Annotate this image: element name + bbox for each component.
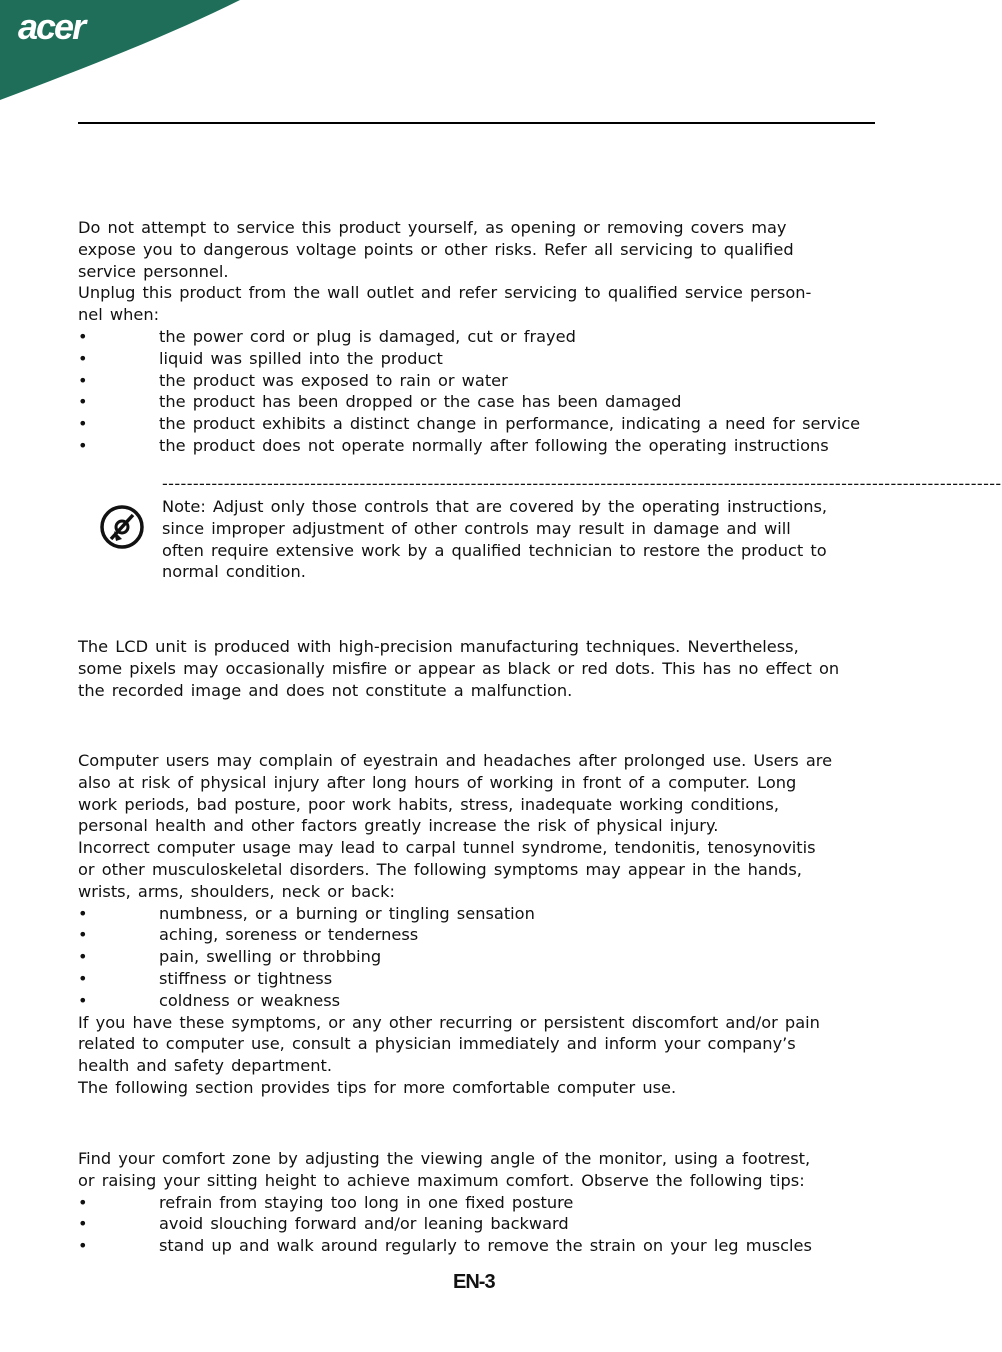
bullet-dot: • bbox=[78, 435, 88, 455]
bullet-dot: • bbox=[78, 348, 88, 368]
header-rule bbox=[78, 122, 875, 124]
list-item bbox=[78, 924, 878, 946]
bullet-dot: • bbox=[78, 968, 88, 988]
paragraph-line: related to computer use, consult a physician immediately and inform your company’s bbox=[78, 1034, 796, 1054]
list-item-text: pain, swelling or throbbing bbox=[159, 947, 382, 967]
list-item-text: the product does not operate normally after following the operating instructions bbox=[159, 435, 829, 455]
paragraph-line: wrists, arms, shoulders, neck or back: bbox=[78, 881, 395, 901]
note-line: since improper adjustment of other controls may result in damage and will bbox=[162, 518, 791, 538]
paragraph-line: personal health and other factors greatly increase the risk of physical injury. bbox=[78, 816, 719, 836]
paragraph-line: Find your comfort zone by adjusting the viewing angle of the monitor, using a footrest, bbox=[78, 1149, 811, 1168]
list-item bbox=[78, 1192, 878, 1214]
note-divider: ---------------------------------------------------------------------------------------------------------------------------------------- bbox=[162, 474, 1002, 493]
paragraph-line: Computer users may complain of eyestrain and headaches after prolonged use. Users are bbox=[78, 751, 833, 770]
list-item-text: avoid slouching forward and/or leaning backward bbox=[159, 1214, 569, 1234]
list-item-text: refrain from staying too long in one fixed posture bbox=[159, 1192, 574, 1212]
paragraph-line: Do not attempt to service this product yourself, as opening or removing covers may bbox=[78, 218, 787, 237]
list-item-text: the power cord or plug is damaged, cut or frayed bbox=[159, 326, 576, 346]
paragraph-line: some pixels may occasionally misfire or appear as black or red dots. This has no effect on bbox=[78, 658, 840, 678]
paragraph-line: Incorrect computer usage may lead to carpal tunnel syndrome, tendonitis, tenosynovitis bbox=[78, 838, 816, 858]
comfort-section bbox=[78, 1148, 878, 1257]
lcd-section bbox=[78, 636, 878, 701]
list-item-text: the product exhibits a distinct change in performance, indicating a need for service bbox=[159, 414, 861, 434]
paragraph-line: nel when: bbox=[78, 305, 160, 325]
list-item bbox=[78, 348, 878, 370]
paragraph-line: health and safety department. bbox=[78, 1056, 332, 1076]
header-band bbox=[0, 0, 954, 110]
list-item bbox=[78, 990, 878, 1012]
bullet-dot: • bbox=[78, 326, 88, 346]
list-item-text: numbness, or a burning or tingling sensation bbox=[159, 903, 535, 923]
list-item bbox=[78, 435, 878, 457]
list-item-text: coldness or weakness bbox=[159, 990, 341, 1010]
list-item bbox=[78, 946, 878, 968]
paragraph-line: The following section provides tips for more comfortable computer use. bbox=[78, 1077, 677, 1097]
paragraph-line: work periods, bad posture, poor work habits, stress, inadequate working conditions, bbox=[78, 794, 780, 814]
bullet-dot: • bbox=[78, 925, 88, 945]
bullet-dot: • bbox=[78, 370, 88, 390]
paragraph-line: or raising your sitting height to achieve maximum comfort. Observe the following tips: bbox=[78, 1170, 805, 1190]
bullet-dot: • bbox=[78, 1192, 88, 1212]
list-item bbox=[78, 903, 878, 925]
list-item bbox=[78, 1213, 878, 1235]
bullet-dot: • bbox=[78, 414, 88, 434]
paragraph-line: or other musculoskeletal disorders. The following symptoms may appear in the hands, bbox=[78, 859, 802, 879]
bullet-dot: • bbox=[78, 1236, 88, 1256]
bullet-dot: • bbox=[78, 903, 88, 923]
bullet-dot: • bbox=[78, 392, 88, 412]
list-item bbox=[78, 1235, 878, 1257]
list-item bbox=[78, 968, 878, 990]
paragraph-line: expose you to dangerous voltage points or other risks. Refer all servicing to qualified bbox=[78, 239, 794, 259]
note-icon bbox=[98, 503, 146, 551]
note-line: often require extensive work by a qualified technician to restore the product to bbox=[162, 540, 827, 560]
note-line: normal condition. bbox=[162, 562, 306, 582]
list-item-text: stand up and walk around regularly to remove the strain on your leg muscles bbox=[159, 1236, 812, 1256]
list-item-text: the product was exposed to rain or water bbox=[159, 370, 508, 390]
list-item-text: the product has been dropped or the case has been damaged bbox=[159, 392, 682, 412]
note-text bbox=[162, 496, 882, 583]
page-number: EN-3 bbox=[453, 1271, 495, 1293]
paragraph-line: the recorded image and does not constitute a malfunction. bbox=[78, 680, 573, 700]
list-item-text: liquid was spilled into the product bbox=[159, 348, 443, 368]
paragraph-line: service personnel. bbox=[78, 261, 229, 281]
list-item bbox=[78, 326, 878, 348]
acer-logo: acer bbox=[18, 6, 85, 47]
note-line: Note: Adjust only those controls that are covered by the operating instructions, bbox=[162, 497, 828, 516]
paragraph-line: Unplug this product from the wall outlet and refer servicing to qualified service person- bbox=[78, 283, 812, 303]
paragraph-line: If you have these symptoms, or any other recurring or persistent discomfort and/or pain bbox=[78, 1012, 820, 1032]
list-item-text: stiffness or tightness bbox=[159, 968, 333, 988]
bullet-dot: • bbox=[78, 1214, 88, 1234]
list-item bbox=[78, 370, 878, 392]
paragraph-line: also at risk of physical injury after long hours of working in front of a computer. Long bbox=[78, 772, 797, 792]
bullet-dot: • bbox=[78, 947, 88, 967]
list-item bbox=[78, 413, 878, 435]
list-item-text: aching, soreness or tenderness bbox=[159, 925, 419, 945]
list-item bbox=[78, 391, 878, 413]
health-section bbox=[78, 750, 878, 1099]
bullet-dot: • bbox=[78, 990, 88, 1010]
service-section bbox=[78, 217, 878, 457]
paragraph-line: The LCD unit is produced with high-precision manufacturing techniques. Nevertheless, bbox=[78, 637, 799, 656]
